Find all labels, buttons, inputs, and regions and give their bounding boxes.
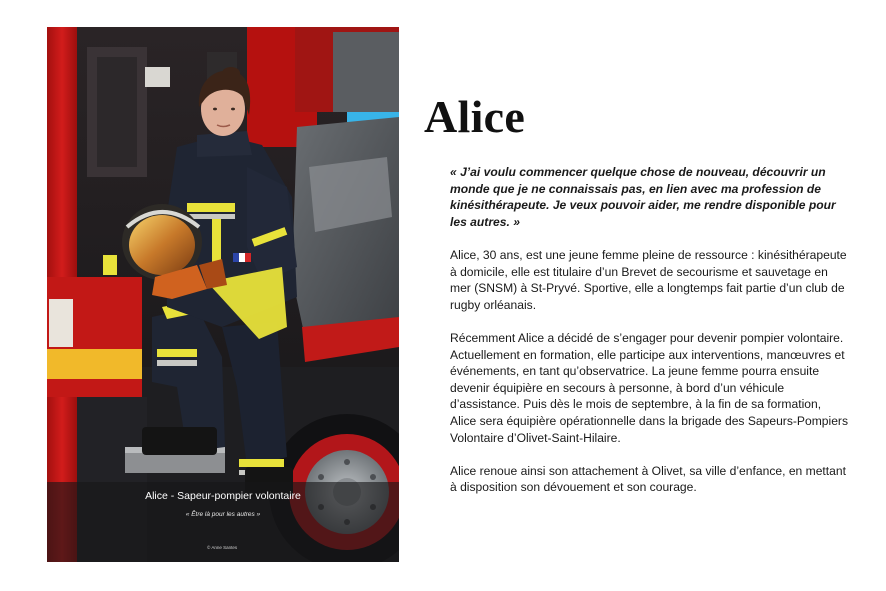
article-body (450, 164, 848, 512)
photo-caption-title: Alice - Sapeur-pompier volontaire (145, 490, 301, 502)
portrait-photo (47, 27, 399, 562)
photo-caption-subtitle: « Être là pour les autres » (185, 511, 261, 518)
article-paragraph: Alice renoue ainsi son attachement à Olivet, sa ville d’enfance, en mettant à disposition son dévouement et son courage. (450, 463, 846, 495)
page-title: Alice (424, 91, 526, 142)
article-quote: « J’ai voulu commencer quelque chose de nouveau, découvrir un monde que je ne connaissais pas, en lien avec ma profession de kinésithérapeute. Je veux pouvoir aider, me rendre disponible pour les autres. » (450, 165, 836, 229)
article-paragraph: Récemment Alice a décidé de s’engager pour devenir pompier volontaire. Actuellement en formation, elle participe aux interventions, manœuvres et événements, en tant qu’observatrice. La jeune femme pourra ensuite devenir équipière en secours à personne, à bord d’un véhicule d’assistance. Puis dès le mois de septembre, à la fin de sa formation, Alice sera équipière opérationnelle dans la brigade des Sapeurs-Pompiers Volontaire d’Olivet-Saint-Hilaire. (450, 330, 848, 445)
photo-credit: © Anne Santes (207, 545, 238, 550)
article-paragraph: Alice, 30 ans, est une jeune femme pleine de ressource : kinésithérapeute à domicile, elle est titulaire d’un Brevet de secourisme et sauvetage en mer (SNSM) à St-Pryvé. Sportive, elle a longtemps fait partie d’un club de rugby orléanais. (450, 247, 847, 312)
